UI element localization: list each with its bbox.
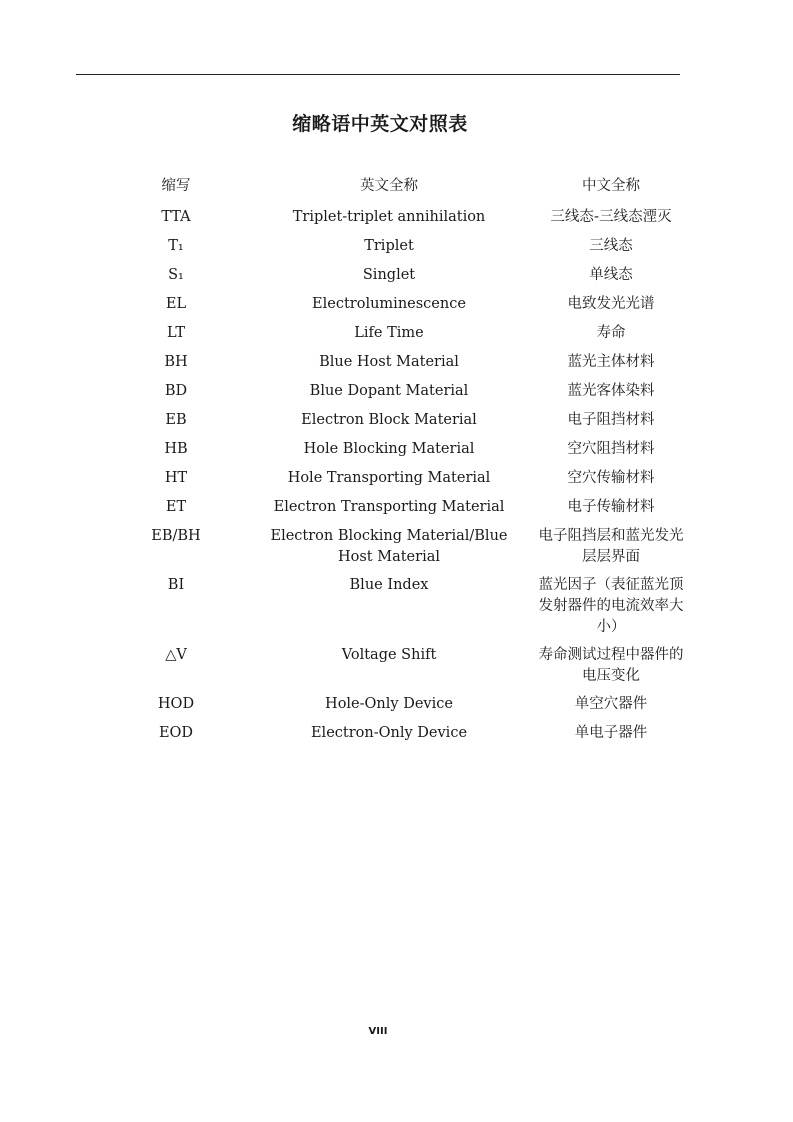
table-row xyxy=(100,265,720,294)
english-cell: Hole Blocking Material xyxy=(303,441,475,457)
chinese-cell: 空穴传输材料 xyxy=(567,470,655,486)
english-cell: Singlet xyxy=(362,267,416,283)
table-row xyxy=(100,410,720,439)
table-row xyxy=(100,439,720,468)
table-row xyxy=(100,497,720,526)
page-title: 缩略语中英文对照表 xyxy=(292,113,468,135)
abbr-cell: TTA xyxy=(161,209,191,225)
chinese-cell: 寿命测试过程中器件的电压变化 xyxy=(538,647,684,684)
page-number: VIII xyxy=(368,1026,388,1037)
chinese-cell: 三线态 xyxy=(589,238,633,254)
english-cell: Life Time xyxy=(354,325,424,341)
chinese-cell: 单电子器件 xyxy=(574,725,648,741)
english-cell: Hole Transporting Material xyxy=(287,470,491,486)
abbr-cell: HOD xyxy=(157,696,195,712)
abbreviation-table xyxy=(100,176,720,752)
english-cell: Electroluminescence xyxy=(312,296,466,312)
english-cell: Blue Dopant Material xyxy=(309,383,469,399)
english-cell: Electron Blocking Material/Blue Host Material xyxy=(270,528,508,565)
abbr-cell: EL xyxy=(165,296,187,312)
chinese-cell: 电子阻挡材料 xyxy=(567,412,655,428)
table-row xyxy=(100,645,720,694)
table-row xyxy=(100,468,720,497)
table-row xyxy=(100,575,720,645)
abbr-cell: HB xyxy=(164,441,188,457)
english-cell: Voltage Shift xyxy=(341,647,437,663)
chinese-cell: 单空穴器件 xyxy=(574,696,648,712)
table-row xyxy=(100,381,720,410)
chinese-cell: 寿命 xyxy=(596,325,626,341)
table-row xyxy=(100,207,720,236)
header-abbr: 缩写 xyxy=(161,178,191,194)
chinese-cell: 蓝光主体材料 xyxy=(567,354,655,370)
table-header-row xyxy=(100,176,720,207)
table-row xyxy=(100,323,720,352)
abbr-cell: △V xyxy=(165,647,187,663)
abbr-cell: EB xyxy=(165,412,187,428)
header-rule xyxy=(76,74,680,75)
english-cell: Electron-Only Device xyxy=(310,725,468,741)
table-row xyxy=(100,723,720,752)
table-body xyxy=(100,207,720,752)
abbr-cell: EOD xyxy=(158,725,194,741)
chinese-cell: 电致发光光谱 xyxy=(567,296,655,312)
chinese-cell: 蓝光客体染料 xyxy=(567,383,655,399)
abbr-cell: BI xyxy=(167,577,185,593)
english-cell: Triplet xyxy=(364,238,414,254)
table-row xyxy=(100,236,720,265)
header-chinese: 中文全称 xyxy=(582,178,640,194)
chinese-cell: 三线态-三线态湮灭 xyxy=(550,209,672,225)
table-row xyxy=(100,294,720,323)
header-english: 英文全称 xyxy=(360,178,418,194)
abbr-cell: T₁ xyxy=(168,238,184,254)
table-row xyxy=(100,352,720,381)
abbr-cell: HT xyxy=(164,470,188,486)
english-cell: Electron Transporting Material xyxy=(273,499,505,515)
chinese-cell: 单线态 xyxy=(589,267,633,283)
table-row xyxy=(100,526,720,575)
abbr-cell: LT xyxy=(166,325,186,341)
chinese-cell: 空穴阻挡材料 xyxy=(567,441,655,457)
abbr-cell: BD xyxy=(164,383,188,399)
english-cell: Blue Host Material xyxy=(319,354,459,370)
english-cell: Triplet-triplet annihilation xyxy=(292,209,486,225)
chinese-cell: 电子传输材料 xyxy=(567,499,655,515)
abbr-cell: S₁ xyxy=(168,267,184,283)
english-cell: Blue Index xyxy=(349,577,429,593)
english-cell: Electron Block Material xyxy=(301,412,477,428)
table-row xyxy=(100,694,720,723)
chinese-cell: 电子阻挡层和蓝光发光层层界面 xyxy=(538,528,684,565)
chinese-cell: 蓝光因子（表征蓝光顶发射器件的电流效率大小） xyxy=(538,577,684,635)
abbr-cell: BH xyxy=(164,354,188,370)
english-cell: Hole-Only Device xyxy=(325,696,453,712)
abbr-cell: ET xyxy=(165,499,187,515)
abbr-cell: EB/BH xyxy=(151,528,201,544)
